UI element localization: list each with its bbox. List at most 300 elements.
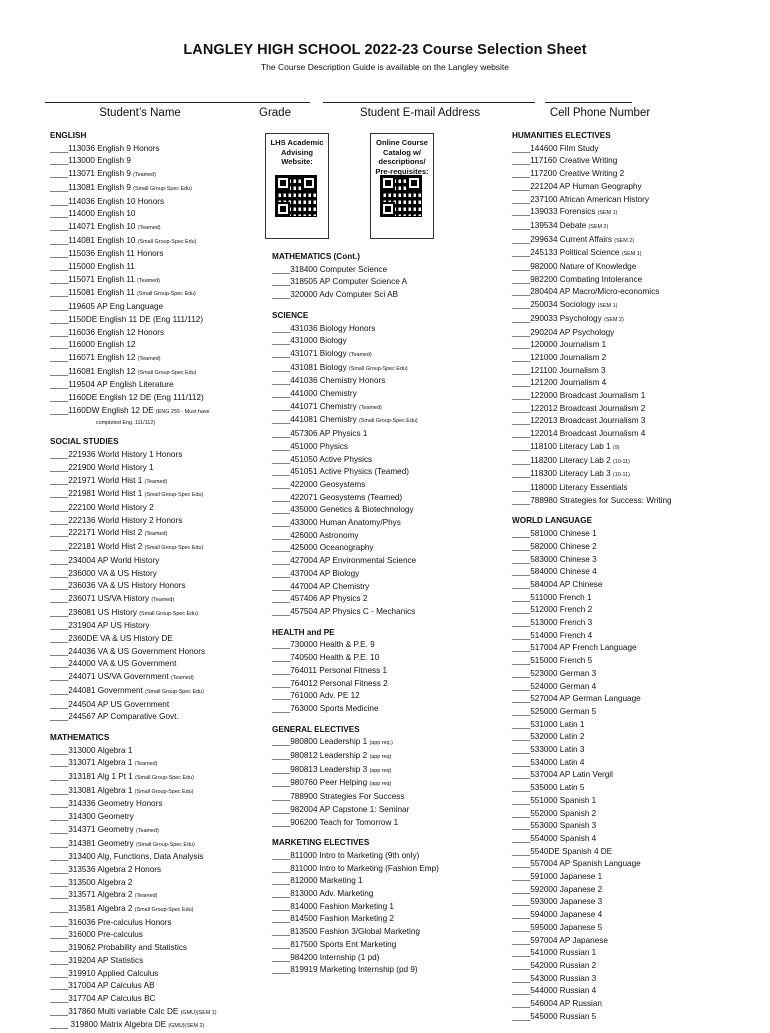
course-option[interactable] bbox=[272, 736, 439, 750]
course-option[interactable] bbox=[50, 287, 217, 301]
course-option[interactable] bbox=[50, 379, 217, 392]
course-option[interactable] bbox=[50, 314, 217, 327]
course-label: ____980812 Leadership 2 bbox=[272, 751, 368, 761]
course-option[interactable] bbox=[512, 286, 672, 299]
course-label: ____980760 Peer Helping bbox=[272, 778, 368, 788]
course-label: ____592000 Japanese 2 bbox=[512, 884, 603, 894]
course-option[interactable] bbox=[512, 960, 672, 973]
course-option[interactable] bbox=[50, 646, 217, 659]
grade-label: Grade bbox=[259, 107, 291, 119]
course-option[interactable] bbox=[50, 502, 217, 515]
course-option[interactable] bbox=[512, 415, 672, 428]
course-option[interactable] bbox=[272, 581, 439, 594]
course-option[interactable] bbox=[50, 568, 217, 581]
course-label: ____317004 AP Calculus AB bbox=[50, 981, 155, 991]
course-option[interactable] bbox=[50, 824, 217, 838]
course-label: ____116071 English 12 bbox=[50, 352, 136, 362]
course-option[interactable] bbox=[272, 264, 439, 277]
course-label: ____451050 Active Physics bbox=[272, 454, 373, 464]
course-label: ____115036 English 11 Honors bbox=[50, 249, 164, 259]
course-option[interactable] bbox=[512, 935, 672, 948]
course-qualifier: (app req) bbox=[369, 754, 392, 761]
course-label: ____114071 English 10 bbox=[50, 221, 136, 231]
course-option[interactable] bbox=[512, 194, 672, 207]
course-option[interactable] bbox=[50, 658, 217, 671]
course-option[interactable] bbox=[512, 617, 672, 630]
course-option[interactable] bbox=[50, 541, 217, 555]
course-label: ____813000 Adv. Marketing bbox=[272, 889, 374, 899]
advising-website-box bbox=[265, 133, 329, 239]
column-left bbox=[50, 130, 217, 1033]
course-option[interactable] bbox=[512, 808, 672, 821]
course-label: ____740500 Health & P.E. 10 bbox=[272, 653, 380, 663]
course-option[interactable] bbox=[50, 1006, 217, 1020]
section-spacer bbox=[272, 716, 439, 724]
course-option[interactable] bbox=[50, 917, 217, 930]
course-option[interactable] bbox=[50, 155, 217, 168]
course-label: ____114036 English 10 Honors bbox=[50, 196, 165, 206]
section-spacer bbox=[272, 302, 439, 310]
course-label: ____313071 Algebra 1 bbox=[50, 758, 133, 768]
course-option[interactable] bbox=[50, 671, 217, 685]
course-label: ____1160DE English 12 DE (Eng 111/112) bbox=[50, 393, 204, 403]
course-option[interactable] bbox=[512, 327, 672, 340]
course-label: ____457504 AP Physics C - Mechanics bbox=[272, 606, 416, 616]
course-option[interactable] bbox=[272, 777, 439, 791]
course-option[interactable] bbox=[512, 455, 672, 469]
course-option[interactable] bbox=[272, 875, 439, 888]
course-option[interactable] bbox=[512, 884, 672, 897]
course-option[interactable] bbox=[512, 554, 672, 567]
course-option[interactable] bbox=[272, 901, 439, 914]
course-label: ____236036 VA & US History Honors bbox=[50, 581, 186, 591]
course-option[interactable] bbox=[272, 401, 439, 415]
course-label: ____531000 Latin 1 bbox=[512, 719, 585, 729]
course-option[interactable] bbox=[50, 968, 217, 981]
course-option[interactable] bbox=[50, 488, 217, 502]
course-label: ____122012 Broadcast Journalism 2 bbox=[512, 403, 646, 413]
course-option[interactable] bbox=[50, 580, 217, 593]
advising-qr-code[interactable] bbox=[276, 176, 316, 216]
course-option[interactable] bbox=[512, 365, 672, 378]
qr-finder bbox=[276, 202, 290, 216]
course-qualifier: (Small Group-Spec Edu) bbox=[137, 369, 197, 376]
course-option[interactable] bbox=[50, 757, 217, 771]
course-option[interactable] bbox=[512, 181, 672, 194]
course-option[interactable] bbox=[272, 362, 439, 376]
course-label: ____313000 Algebra 1 bbox=[50, 745, 133, 755]
course-label: ____980813 Leadership 3 bbox=[272, 764, 368, 774]
course-option[interactable] bbox=[272, 388, 439, 401]
course-option[interactable] bbox=[50, 515, 217, 528]
course-label: ____113000 English 9 bbox=[50, 156, 131, 166]
course-option[interactable] bbox=[512, 744, 672, 757]
course-qualifier: (Teamed) bbox=[134, 893, 158, 900]
course-option[interactable] bbox=[50, 221, 217, 235]
course-option[interactable] bbox=[272, 678, 439, 691]
course-label: ____119605 AP Eng Language bbox=[50, 302, 164, 312]
course-label: ____316036 Pre-calculus Honors bbox=[50, 917, 172, 927]
course-option[interactable] bbox=[272, 348, 439, 362]
course-label: ____553000 Spanish 3 bbox=[512, 821, 597, 831]
course-option[interactable] bbox=[272, 652, 439, 665]
course-option[interactable] bbox=[272, 428, 439, 441]
course-option[interactable] bbox=[512, 261, 672, 274]
course-catalog-label: Online Course Catalog w/ descriptions/ Pre-requisites: bbox=[375, 138, 429, 176]
course-option[interactable] bbox=[272, 335, 439, 348]
course-option[interactable] bbox=[512, 947, 672, 960]
course-option[interactable] bbox=[50, 980, 217, 993]
course-qualifier: (Small Group-Spec Edu) bbox=[358, 418, 418, 425]
course-option[interactable] bbox=[50, 327, 217, 340]
course-option[interactable] bbox=[272, 926, 439, 939]
course-label: ____122013 Broadcast Journalism 3 bbox=[512, 416, 646, 426]
course-option[interactable] bbox=[512, 441, 672, 455]
course-label: ____537004 AP Latin Vergil bbox=[512, 770, 613, 780]
course-label: ____314300 Geometry bbox=[50, 812, 134, 822]
course-option[interactable] bbox=[272, 863, 439, 876]
course-option[interactable] bbox=[512, 155, 672, 168]
course-label: ____118200 Literacy Lab 2 bbox=[512, 455, 611, 465]
course-option[interactable] bbox=[50, 771, 217, 785]
section-spacer bbox=[50, 724, 217, 732]
email-line[interactable] bbox=[323, 102, 535, 103]
course-option[interactable] bbox=[50, 196, 217, 209]
course-qualifier: (Small Group-Spec Edu) bbox=[145, 688, 204, 695]
course-label: ____788980 Strategies for Success: Writing bbox=[512, 495, 672, 505]
course-option[interactable] bbox=[272, 850, 439, 863]
course-option[interactable] bbox=[512, 234, 672, 248]
course-option[interactable] bbox=[512, 352, 672, 365]
course-option[interactable] bbox=[512, 390, 672, 403]
course-label: ____317860 Multi variable Calc DE bbox=[50, 1006, 179, 1016]
course-option[interactable] bbox=[272, 454, 439, 467]
course-qualifier: (Small Group-Spec Edu) bbox=[134, 907, 194, 914]
course-note: completed Eng. 111/112) bbox=[96, 420, 156, 427]
phone-line[interactable] bbox=[545, 102, 632, 103]
course-label: ____552000 Spanish 2 bbox=[512, 808, 597, 818]
course-option[interactable] bbox=[50, 248, 217, 261]
course-label: ____290033 Psychology bbox=[512, 313, 602, 323]
course-option[interactable] bbox=[272, 606, 439, 619]
course-option[interactable] bbox=[272, 542, 439, 555]
course-option[interactable] bbox=[272, 517, 439, 530]
course-option[interactable] bbox=[272, 479, 439, 492]
course-qualifier: (Small Group-Spec Edu) bbox=[137, 291, 196, 298]
course-option[interactable] bbox=[50, 475, 217, 489]
course-option[interactable] bbox=[512, 642, 672, 655]
course-label: ____814500 Fashion Marketing 2 bbox=[272, 914, 394, 924]
course-option[interactable] bbox=[272, 888, 439, 901]
course-label: ____512000 French 2 bbox=[512, 605, 593, 615]
course-option[interactable] bbox=[512, 274, 672, 287]
qr-finder bbox=[302, 176, 316, 190]
course-option[interactable] bbox=[512, 706, 672, 719]
course-option[interactable] bbox=[272, 441, 439, 454]
course-option[interactable] bbox=[50, 352, 217, 366]
course-option[interactable] bbox=[512, 922, 672, 935]
course-option[interactable] bbox=[272, 593, 439, 606]
course-qualifier: (SEM 2) bbox=[588, 223, 609, 230]
course-option[interactable] bbox=[50, 633, 217, 646]
course-option[interactable] bbox=[50, 527, 217, 541]
course-option[interactable] bbox=[272, 764, 439, 778]
course-option[interactable] bbox=[512, 1011, 672, 1024]
course-option[interactable] bbox=[512, 909, 672, 922]
course-label: ____117160 Creative Writing bbox=[512, 156, 618, 166]
course-option[interactable] bbox=[512, 782, 672, 795]
course-option[interactable] bbox=[272, 466, 439, 479]
course-option[interactable] bbox=[50, 462, 217, 475]
course-option[interactable] bbox=[512, 299, 672, 313]
course-label: ____222171 World Hist 2 bbox=[50, 528, 143, 538]
course-option[interactable] bbox=[512, 820, 672, 833]
course-option[interactable] bbox=[512, 428, 672, 441]
course-option[interactable] bbox=[50, 143, 217, 156]
course-option[interactable] bbox=[512, 377, 672, 390]
course-option[interactable] bbox=[512, 592, 672, 605]
course-option[interactable] bbox=[272, 665, 439, 678]
course-label: ____320000 Adv Computer Sci AB bbox=[272, 290, 399, 300]
course-option[interactable] bbox=[512, 403, 672, 416]
course-label: ____313500 Algebra 2 bbox=[50, 877, 133, 887]
page-title: LANGLEY HIGH SCHOOL 2022-23 Course Selection Sheet bbox=[183, 42, 587, 58]
course-option[interactable] bbox=[272, 375, 439, 388]
course-option[interactable] bbox=[512, 871, 672, 884]
course-option[interactable] bbox=[512, 998, 672, 1011]
course-option[interactable] bbox=[512, 495, 672, 508]
course-option[interactable] bbox=[272, 530, 439, 543]
course-option[interactable] bbox=[272, 492, 439, 505]
course-option[interactable] bbox=[272, 964, 439, 977]
course-option[interactable] bbox=[512, 681, 672, 694]
course-option[interactable] bbox=[512, 566, 672, 579]
course-option[interactable] bbox=[512, 541, 672, 554]
course-option[interactable] bbox=[272, 750, 439, 764]
course-option[interactable] bbox=[50, 851, 217, 864]
course-option[interactable] bbox=[50, 903, 217, 917]
course-option[interactable] bbox=[50, 182, 217, 196]
course-option[interactable] bbox=[512, 579, 672, 592]
course-label: ____984200 Internship (1 pd) bbox=[272, 952, 380, 962]
phone-label: Cell Phone Number bbox=[549, 107, 651, 119]
course-qualifier: (Teamed) bbox=[151, 596, 175, 603]
course-option[interactable] bbox=[512, 795, 672, 808]
course-qualifier: (Teamed) bbox=[144, 478, 168, 485]
course-option[interactable] bbox=[512, 168, 672, 181]
course-option[interactable] bbox=[272, 913, 439, 926]
course-label: ____117200 Creative Writing 2 bbox=[512, 169, 625, 179]
course-option[interactable] bbox=[512, 731, 672, 744]
course-label: ____431081 Biology bbox=[272, 362, 347, 372]
course-option[interactable] bbox=[272, 703, 439, 716]
column-middle bbox=[272, 251, 439, 977]
course-label: ____236071 US/VA History bbox=[50, 593, 150, 603]
course-option[interactable] bbox=[50, 607, 217, 621]
course-qualifier: (Teamed) bbox=[134, 761, 158, 768]
course-label: ____299634 Current Affairs bbox=[512, 234, 612, 244]
course-label: ____115081 English 11 bbox=[50, 288, 135, 298]
qr-finder bbox=[407, 176, 421, 190]
course-option[interactable] bbox=[50, 449, 217, 462]
course-option[interactable] bbox=[512, 482, 672, 495]
course-option[interactable] bbox=[50, 993, 217, 1006]
course-option[interactable] bbox=[50, 301, 217, 314]
course-option[interactable] bbox=[512, 339, 672, 352]
catalog-qr-code[interactable] bbox=[381, 176, 421, 216]
course-option[interactable] bbox=[272, 791, 439, 804]
course-option[interactable] bbox=[272, 555, 439, 568]
section-heading-text: HEALTH and PE bbox=[272, 627, 335, 637]
course-option[interactable] bbox=[272, 939, 439, 952]
course-option[interactable] bbox=[50, 864, 217, 877]
course-option[interactable] bbox=[512, 143, 672, 156]
course-option[interactable] bbox=[512, 858, 672, 871]
course-option[interactable] bbox=[50, 889, 217, 903]
course-label: ____427004 AP Environmental Science bbox=[272, 556, 417, 566]
course-label: ____314336 Geometry Honors bbox=[50, 799, 163, 809]
course-option[interactable] bbox=[272, 289, 439, 302]
student-name-line[interactable] bbox=[45, 102, 310, 103]
qr-finder bbox=[381, 176, 395, 190]
course-option[interactable] bbox=[50, 942, 217, 955]
course-option[interactable] bbox=[512, 973, 672, 986]
course-label: ____554000 Spanish 4 bbox=[512, 833, 597, 843]
course-option[interactable] bbox=[50, 745, 217, 758]
course-label: ____221936 World History 1 Honors bbox=[50, 450, 183, 460]
course-label: ____313536 Algebra 2 Honors bbox=[50, 864, 162, 874]
course-label: ____313081 Algebra 1 bbox=[50, 785, 133, 795]
course-option[interactable] bbox=[272, 504, 439, 517]
course-option[interactable] bbox=[50, 699, 217, 712]
course-label: ____222181 World Hist 2 bbox=[50, 542, 143, 552]
course-option[interactable] bbox=[272, 276, 439, 289]
course-label: ____543000 Russian 3 bbox=[512, 973, 597, 983]
course-option[interactable] bbox=[272, 323, 439, 336]
course-option[interactable] bbox=[272, 817, 439, 830]
course-option[interactable] bbox=[512, 985, 672, 998]
course-option[interactable] bbox=[272, 568, 439, 581]
course-option[interactable] bbox=[50, 877, 217, 890]
course-label: ____511000 French 1 bbox=[512, 592, 592, 602]
course-option[interactable] bbox=[512, 833, 672, 846]
course-label: ____290204 AP Psychology bbox=[512, 327, 615, 337]
course-option[interactable] bbox=[50, 593, 217, 607]
course-option[interactable] bbox=[512, 896, 672, 909]
course-label: ____545000 Russian 5 bbox=[512, 1011, 597, 1021]
course-label: ____457406 AP Physics 2 bbox=[272, 594, 368, 604]
course-qualifier: (10-11) bbox=[612, 458, 630, 465]
course-label: ____234004 AP World History bbox=[50, 555, 160, 565]
course-option[interactable] bbox=[272, 690, 439, 703]
course-option[interactable] bbox=[272, 414, 439, 428]
course-option[interactable] bbox=[512, 528, 672, 541]
course-option[interactable] bbox=[50, 392, 217, 405]
section-heading-science bbox=[272, 310, 439, 323]
course-label: ____533000 Latin 3 bbox=[512, 745, 585, 755]
section-spacer bbox=[50, 428, 217, 436]
course-option[interactable] bbox=[50, 711, 217, 724]
course-option[interactable] bbox=[50, 620, 217, 633]
section-heading-text: WORLD LANGUAGE bbox=[512, 516, 593, 526]
course-option[interactable] bbox=[272, 804, 439, 817]
course-label: ____593000 Japanese 3 bbox=[512, 897, 603, 907]
course-option[interactable] bbox=[50, 811, 217, 824]
course-label: ____819919 Marketing Internship (pd 9) bbox=[272, 965, 418, 975]
course-option[interactable] bbox=[50, 798, 217, 811]
course-label: ____316000 Pre-calculus bbox=[50, 930, 143, 940]
course-label: ____982004 AP Capstone 1: Seminar bbox=[272, 804, 410, 814]
course-label: ____597004 AP Japanese bbox=[512, 935, 608, 945]
course-option[interactable] bbox=[50, 366, 217, 380]
course-option[interactable] bbox=[512, 769, 672, 782]
course-option[interactable] bbox=[512, 313, 672, 327]
course-option[interactable] bbox=[512, 604, 672, 617]
course-option[interactable] bbox=[512, 220, 672, 234]
course-label: ____221204 AP Human Geography bbox=[512, 181, 642, 191]
course-label: ____314371 Geometry bbox=[50, 824, 134, 834]
course-option[interactable] bbox=[50, 838, 217, 852]
course-label: ____763000 Sports Medicine bbox=[272, 703, 379, 713]
course-option[interactable] bbox=[512, 693, 672, 706]
course-label: ____788900 Strategies For Success bbox=[272, 792, 405, 802]
course-qualifier: (SEM 2) bbox=[614, 237, 635, 244]
course-option[interactable] bbox=[512, 468, 672, 482]
course-option[interactable] bbox=[50, 339, 217, 352]
course-option[interactable] bbox=[272, 639, 439, 652]
section-heading-health-and-pe bbox=[272, 627, 439, 640]
section-heading-general-electives bbox=[272, 724, 439, 737]
course-option[interactable] bbox=[50, 261, 217, 274]
course-option[interactable] bbox=[50, 955, 217, 968]
course-option[interactable] bbox=[512, 630, 672, 643]
course-label: ____764012 Personal Fitness 2 bbox=[272, 678, 388, 688]
course-option[interactable] bbox=[50, 208, 217, 221]
course-option[interactable] bbox=[512, 719, 672, 732]
course-qualifier: (10-11) bbox=[612, 472, 630, 479]
course-option[interactable] bbox=[512, 757, 672, 770]
course-option[interactable] bbox=[512, 668, 672, 681]
course-option[interactable] bbox=[50, 168, 217, 182]
advising-website-label: LHS Academic Advising Website: bbox=[270, 138, 324, 166]
course-label: ____426000 Astronomy bbox=[272, 530, 359, 540]
course-option[interactable] bbox=[512, 655, 672, 668]
course-label: ____2360DE VA & US History DE bbox=[50, 634, 173, 644]
course-option[interactable] bbox=[50, 785, 217, 799]
course-label: ____318505 AP Computer Science A bbox=[272, 277, 408, 287]
course-option[interactable] bbox=[50, 235, 217, 249]
course-label: ____451000 Physics bbox=[272, 441, 349, 451]
course-qualifier: (Small Group-Spec Edu) bbox=[137, 238, 197, 245]
course-option[interactable] bbox=[272, 952, 439, 965]
course-label: ____811000 Intro to Marketing (Fashion Emp) bbox=[272, 863, 439, 873]
course-label: ____139534 Debate bbox=[512, 220, 587, 230]
course-option[interactable] bbox=[50, 685, 217, 699]
course-option[interactable] bbox=[50, 929, 217, 942]
course-label: ____817500 Sports Ent Marketing bbox=[272, 939, 397, 949]
course-option[interactable] bbox=[50, 1019, 217, 1033]
course-option[interactable] bbox=[512, 206, 672, 220]
course-qualifier: (Small Group-Spec Edu) bbox=[136, 841, 195, 848]
course-qualifier: (app req) bbox=[369, 767, 392, 774]
course-option[interactable] bbox=[512, 846, 672, 859]
course-option[interactable] bbox=[50, 555, 217, 568]
course-option[interactable] bbox=[50, 405, 217, 419]
course-option[interactable] bbox=[512, 247, 672, 261]
section-heading-english bbox=[50, 130, 217, 143]
course-option[interactable] bbox=[50, 274, 217, 288]
course-qualifier: (Teamed) bbox=[133, 172, 156, 179]
